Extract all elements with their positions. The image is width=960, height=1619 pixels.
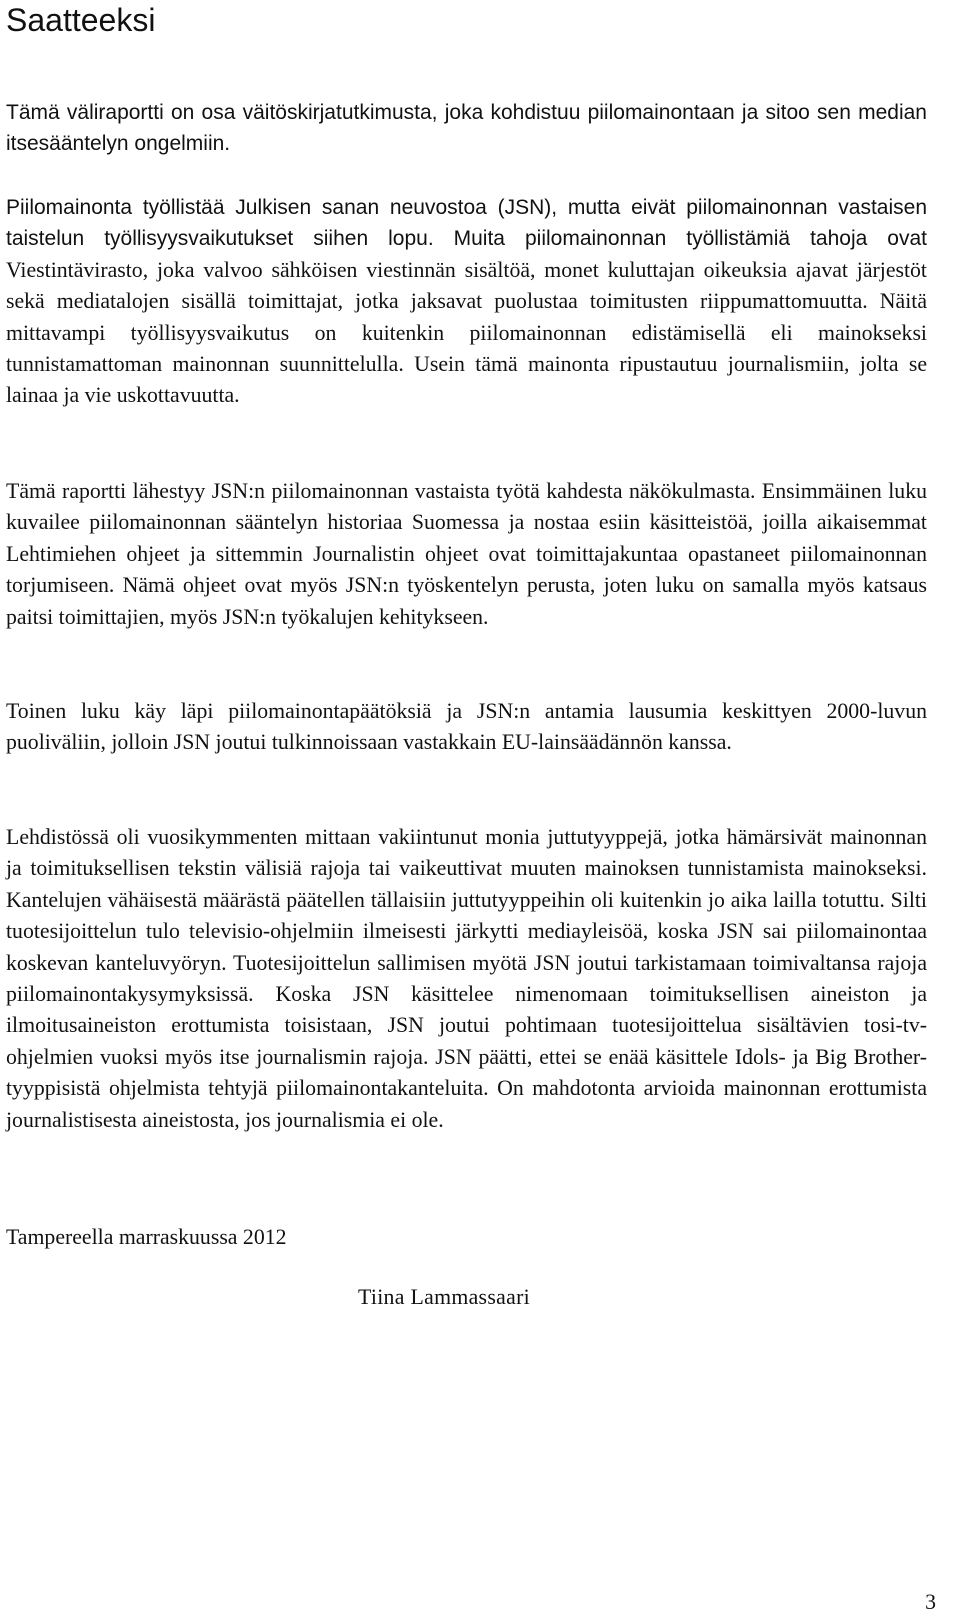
paragraph-employment-part-sans: Piilomainonta työllistää Julkisen sanan neuvostoa (JSN), mutta eivät piilomainonnan vastaisen taistelun työllisyysvaikutukset siihen lopu. Muita piilomainonnan työllistämiä tahoja ovat — [6, 196, 927, 251]
paragraph-report-scope: Tämä raportti lähestyy JSN:n piilomainonnan vastaista työtä kahdesta näkökulmasta. Ensimmäinen luku kuvailee piilomainonnan sääntelyn historiaa Suomessa ja nostaa esiin käsitteistöä, joilla aikaisemmat Lehtimiehen ohjeet ja sittemmin Journalistin ohjeet ovat toimittajakuntaa opastaneet piilomainonnan torjumiseen. Nämä ohjeet ovat myös JSN:n työskentelyn perusta, joten luku on samalla myös katsaus paitsi toimittajien, myös JSN:n työkalujen kehitykseen. — [6, 479, 927, 629]
place-and-date: Tampereella marraskuussa 2012 — [6, 1225, 287, 1249]
paragraph-second-chapter: Toinen luku käy läpi piilomainontapäätöksiä ja JSN:n antamia lausumia keskittyen 2000-luvun puoliväliin, jolloin JSN joutui tulkinnoissaan vastakkain EU-lainsäädännön kanssa. — [6, 699, 927, 755]
page-title: Saatteeksi — [6, 2, 156, 38]
paragraph-employment — [6, 192, 927, 412]
paragraph-press-history: Lehdistössä oli vuosikymmenten mittaan vakiintunut monia juttutyyppejä, jotka hämärsivät mainonnan ja toimituksellisen tekstin välisiä rajoja tai vaikeuttivat muuten mainoksen tunnistamista mainokseksi. Kantelujen vähäisestä määrästä päätellen tällaisiin juttutyyppeihin oli kuitenkin jo aika lailla totuttu. Silti tuotesijoittelun tulo televisio-ohjelmiin ilmeisesti järkytti mediayleisöä, koska JSN sai piilomainontaa koskevan kanteluvyöryn. Tuotesijoittelun sallimisen myötä JSN joutui tarkistamaan toimivaltansa rajoja piilomainontakysymyksissä. Koska JSN käsittelee nimenomaan toimituksellisen aineiston ja ilmoitusaineiston erottumista toisistaan, JSN joutui pohtimaan tuotesijoittelua sisältävien tosi-tv-ohjelmien vuoksi myös itse journalismin rajoja. JSN päätti, ettei se enää käsittele Idols- ja Big Brother- tyyppisistä ohjelmista tehtyjä piilomainontakanteluita. On mahdotonta arvioida mainonnan erottumista journalistisesta aineistosta, jos journalismia ei ole. — [6, 825, 927, 1132]
paragraph-intro: Tämä väliraportti on osa väitöskirjatutkimusta, joka kohdistuu piilomainontaan ja sitoo sen median itsesääntelyn ongelmiin. — [6, 101, 927, 156]
paragraph-employment-part-serif: Viestintävirasto, joka valvoo sähköisen viestinnän sisältöä, monet kuluttajan oikeuksia ajavat järjestöt sekä mediatalojen sisällä toimittajat, jotka jaksavat puolustaa toimitusten riippumattomuutta. Näitä mittavampi työllisyysvaikutus on kuitenkin piilomainonnan edistämisellä eli mainokseksi tunnistamattoman mainonnan suunnittelulla. Usein tämä mainonta ripustautuu journalismiin, jolta se lainaa ja vie uskottavuutta. — [6, 257, 927, 408]
page-number: 3 — [925, 1590, 936, 1614]
author-signature: Tiina Lammassaari — [358, 1285, 530, 1309]
